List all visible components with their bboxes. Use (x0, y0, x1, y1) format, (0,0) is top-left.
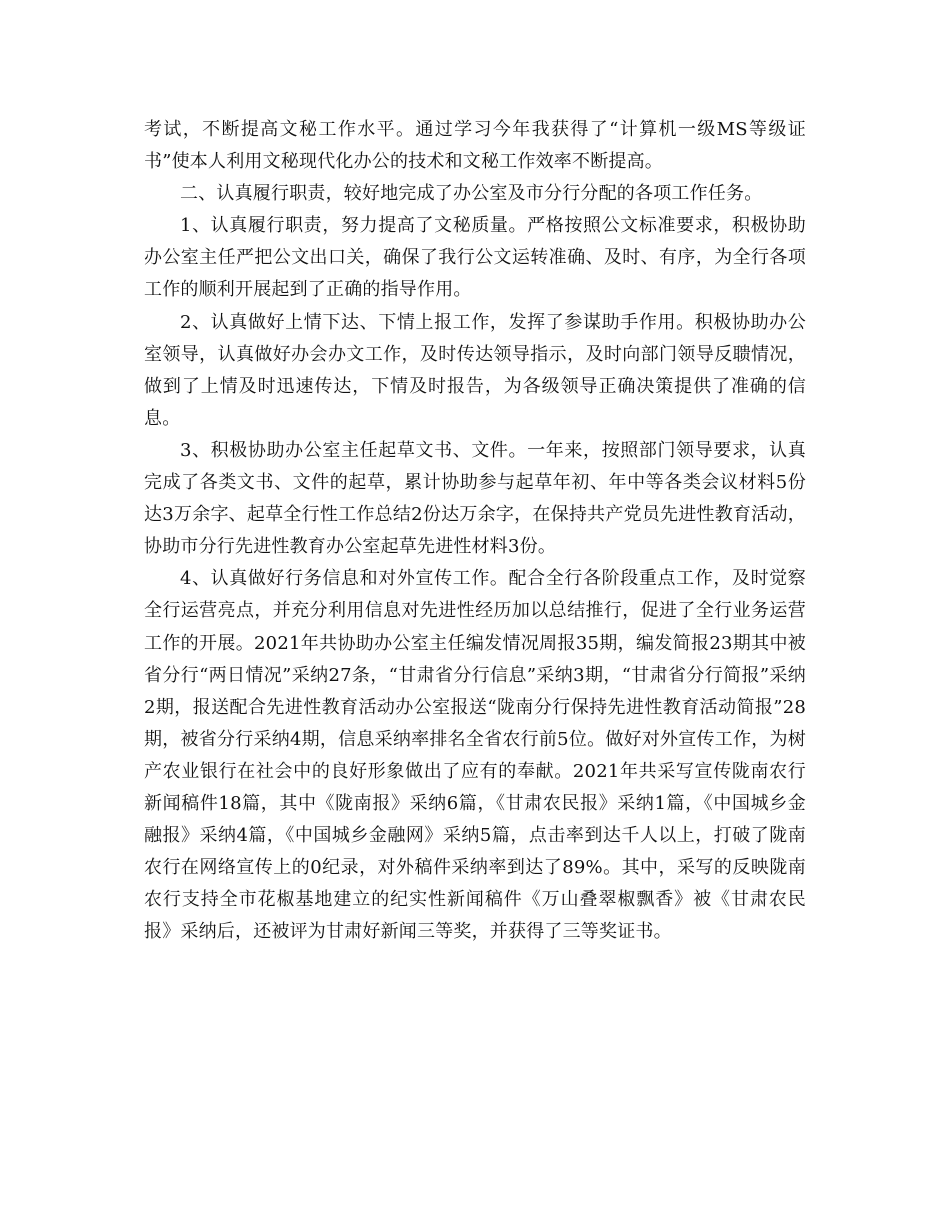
paragraph-item-4: 4、认真做好行务信息和对外宣传工作。配合全行各阶段重点工作，及时觉察全行运营亮点，并充分利用信息对先进性经历加以总结推行，促进了全行业务运营工作的开展。2021年共协助办公室主任编发情况周报35期，编发简报23期其中被省分行“两日情况”采纳27条，“甘肃省分行信息”采纳3期，“甘肃省分行简报”采纳2期，报送配合先进性教育活动办公室报送“陇南分行保持先进性教育活动简报”28期，被省分行采纳4期，信息采纳率排名全省农行前5位。做好对外宣传工作，为树产农业银行在社会中的良好形象做出了应有的奉献。2021年共采写宣传陇南农行新闻稿件18篇，其中《陇南报》采纳6篇，《甘肃农民报》采纳1篇，《中国城乡金融报》采纳4篇，《中国城乡金融网》采纳5篇，点击率到达千人以上，打破了陇南农行在网络宣传上的0纪录，对外稿件采纳率到达了89%。其中，采写的反映陇南农行支持全市花椒基地建立的纪实性新闻稿件《万山叠翠椒飘香》被《甘肃农民报》采纳后，还被评为甘肃好新闻三等奖，并获得了三等奖证书。 (144, 568, 806, 943)
paragraph-continuation: 考试，不断提高文秘工作水平。通过学习今年我获得了“计算机一级MS等级证书”使本人利用文秘现代化办公的技术和文秘工作效率不断提高。 (144, 119, 806, 173)
document-body (144, 114, 806, 948)
paragraph-item-2: 2、认真做好上情下达、下情上报工作，发挥了参谋助手作用。积极协助办公室领导，认真做好办会办文工作，及时传达领导指示，及时向部门领导反聩情况，做到了上情及时迅速传达，下情及时报告，为各级领导正确决策提供了准确的信息。 (144, 311, 806, 429)
paragraph-item-1: 1、认真履行职责，努力提高了文秘质量。严格按照公文标准要求，积极协助办公室主任严把公文出口关，确保了我行公文运转准确、及时、有序，为全行各项工作的顺利开展起到了正确的指导作用。 (144, 215, 806, 301)
paragraph-section-heading: 二、认真履行职责，较好地完成了办公室及市分行分配的各项工作任务。 (180, 183, 763, 205)
paragraph-item-3: 3、积极协助办公室主任起草文书、文件。一年来，按照部门领导要求，认真完成了各类文书、文件的起草，累计协助参与起草年初、年中等各类会议材料5份达3万余字、起草全行性工作总结2份达万余字，在保持共产党员先进性教育活动，协助市分行先进性教育办公室起草先进性材料3份。 (144, 439, 806, 558)
